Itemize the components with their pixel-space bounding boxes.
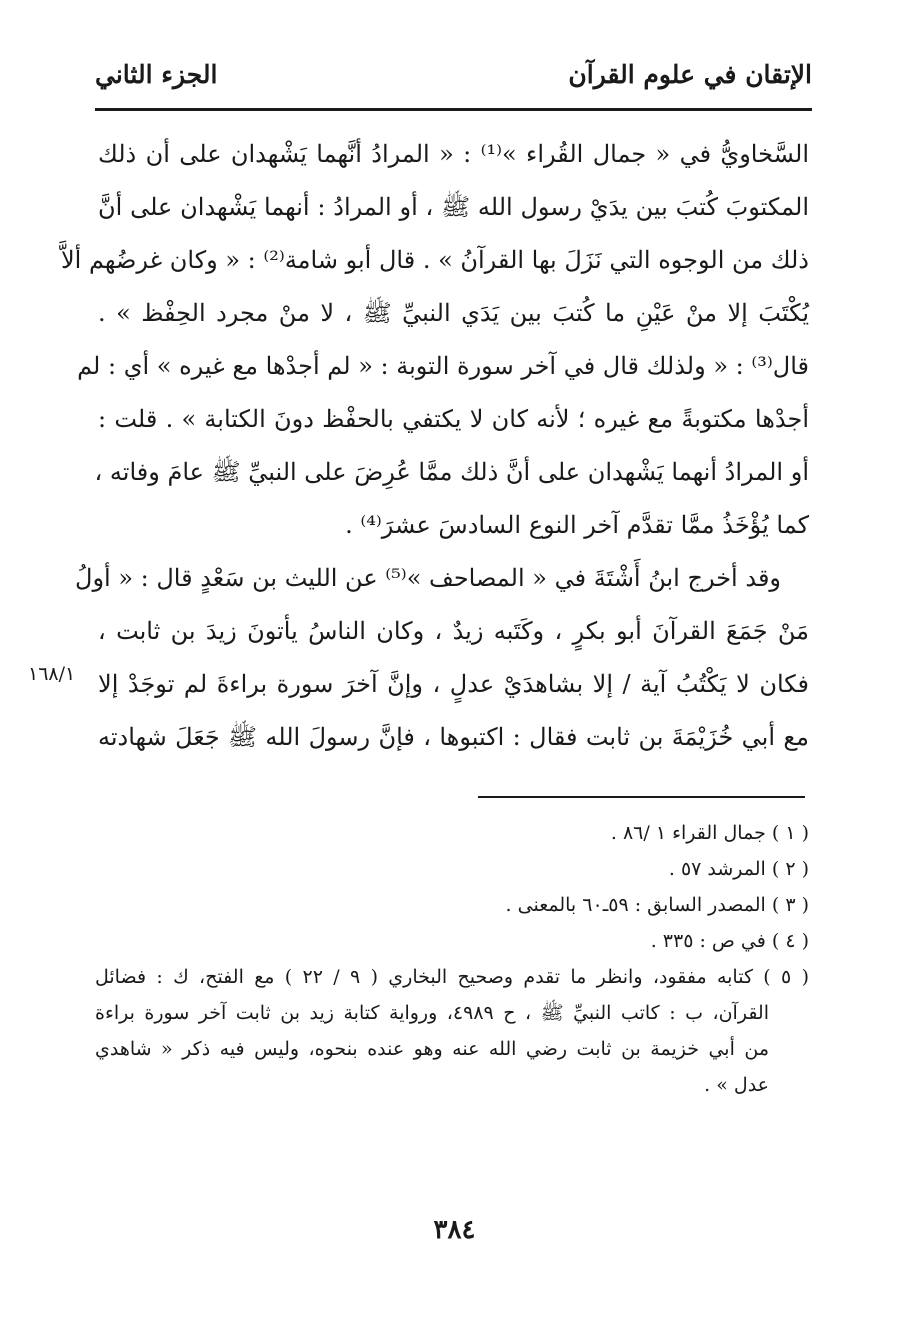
volume-label: الجزء الثاني bbox=[95, 60, 218, 89]
text-line: فكان لا يَكْتُبُ آية / إلا بشاهدَيْ عدلٍ ، وإنَّ آخرَ سورة براءةَ لم توجَدْ إلا bbox=[98, 670, 809, 698]
text-line: يُكْتَبَ إلا منْ عَيْنِ ما كُتبَ بين يَدَي النبيِّ ﷺ ، لا منْ مجرد الحِفْظ » . bbox=[98, 299, 809, 327]
text-line: كما يُؤْخَذُ ممَّا تقدَّم آخر النوع السادسَ عشرَ⁽⁴⁾ . bbox=[345, 511, 809, 539]
footnote-separator bbox=[478, 796, 805, 798]
text-line: مَنْ جَمَعَ القرآنَ أبو بكرٍ ، وكَتَبه زيدٌ ، وكان الناسُ يأتونَ زيدَ بن ثابت ، bbox=[98, 617, 809, 645]
footnote: ( ٣ ) المصدر السابق : ٥٩ـ٦٠ بالمعنى . bbox=[505, 894, 809, 916]
footnote-line: من أبي خزيمة بن ثابت رضي الله عنه وهو عنده بنحوه، وليس فيه ذكر « شاهدي bbox=[95, 1038, 769, 1060]
margin-page-reference: ١٦٨/١ bbox=[28, 663, 76, 685]
text-line: أو المرادُ أنهما يَشْهدان على أنَّ ذلك ممَّا عُرِضَ على النبيِّ ﷺ عامَ وفاته ، bbox=[94, 458, 809, 486]
text-line: مع أبي خُزَيْمَةَ بن ثابت فقال : اكتبوها ، فإنَّ رسولَ الله ﷺ جَعَلَ شهادته bbox=[98, 723, 809, 751]
footnote: ( ٤ ) في ص : ٣٣٥ . bbox=[650, 930, 809, 952]
footnotes bbox=[95, 815, 809, 1103]
page-number: ٣٨٤ bbox=[433, 1215, 476, 1245]
footnote-line: عدل » . bbox=[704, 1074, 769, 1096]
text-line: المكتوبَ كُتبَ بين يدَيْ رسول الله ﷺ ، أو المرادُ : أنهما يَشْهدان على أنَّ bbox=[98, 193, 809, 221]
footnote-line: القرآن، ب : كاتب النبيِّ ﷺ ، ح ٤٩٨٩، ورواية كتابة زيد بن ثابت آخر سورة براءة bbox=[95, 1002, 769, 1024]
book-title: الإتقان في علوم القرآن bbox=[568, 60, 812, 89]
main-text bbox=[60, 128, 810, 764]
text-line: السَّخاويُّ في « جمال القُراء »⁽¹⁾ : « المرادُ أنَّهما يَشْهدان على أن ذلك bbox=[98, 140, 810, 168]
footnote bbox=[95, 959, 809, 1103]
header-rule bbox=[95, 108, 812, 111]
footnote: ( ١ ) جمال القراء ١ /٨٦ . bbox=[610, 822, 809, 844]
footnote: ( ٢ ) المرشد ٥٧ . bbox=[668, 858, 809, 880]
footnote-line: ( ٥ ) كتابه مفقود، وانظر ما تقدم وصحيح البخاري ( ٩ / ٢٢ ) مع الفتح، ك : فضائل bbox=[95, 966, 810, 988]
text-line: وقد أخرج ابنُ أَشْتَةَ في « المصاحف »⁽⁵⁾ عن الليث بن سَعْدٍ قال : « أولُ bbox=[75, 564, 781, 592]
text-line: ذلك من الوجوه التي نَزَلَ بها القرآنُ » . قال أبو شامة⁽²⁾ : « وكان غرضُهم ألاَّ bbox=[60, 246, 809, 274]
running-header bbox=[95, 60, 812, 100]
text-line: أجدْها مكتوبةً مع غيره ؛ لأنه كان لا يكتفي بالحفْظ دونَ الكتابة » . قلت : bbox=[98, 405, 809, 433]
text-line: قال⁽³⁾ : « ولذلك قال في آخر سورة التوبة : « لم أجدْها مع غيره » أي : لم bbox=[77, 352, 809, 380]
